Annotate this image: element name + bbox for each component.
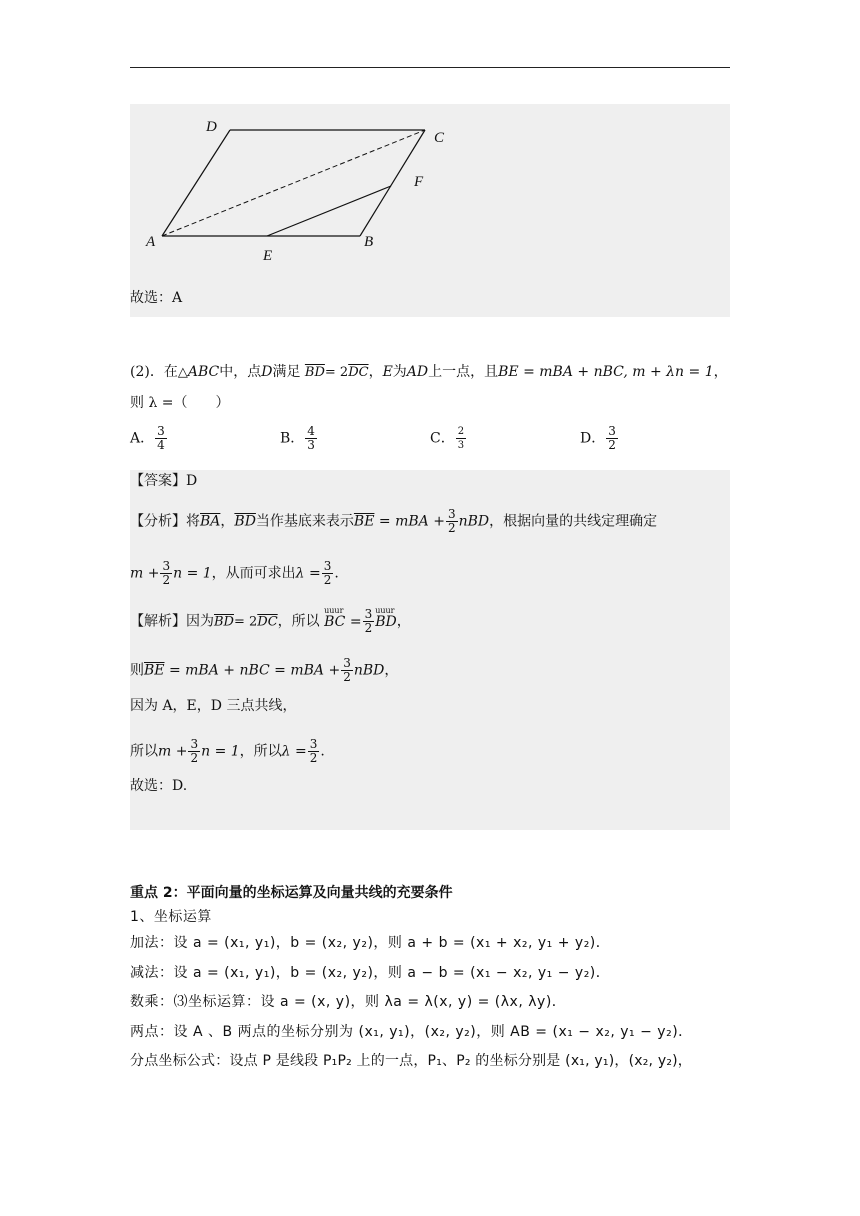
label-B: B: [364, 234, 374, 250]
segment-EF: [267, 186, 391, 236]
q2-solution-line1: 【解析】因为$\overline{BD}= 2\overline{DC}$，所以 uuur BC = $\frac{3}{2}$ uuur BD，: [130, 605, 411, 635]
q2-final: 故选：D.: [130, 778, 188, 794]
label-F: F: [414, 174, 424, 190]
label-A: A: [146, 234, 156, 250]
formula-subtract: 减法：设 a = (x₁, y₁)，b = (x₂, y₂)，则 a − b = (x₁ − x₂, y₁ − y₂)．: [130, 965, 611, 981]
label-E: E: [263, 248, 273, 264]
formula-scalar: 数乘：⑶坐标运算：设 a = (x, y)，则 λa = λ(x, y) = (λx, λy)．: [130, 994, 567, 1010]
diagonal-AC: [162, 130, 425, 236]
q2-solution-line4: 所以m + $\frac{3}{2}$ n = 1，所以λ = $\frac{3}{2}$ .: [130, 737, 325, 765]
q2-stem-line2: 则 λ =（ ）: [130, 395, 230, 411]
edge-AD: [162, 130, 230, 236]
q1-answer: 故选：A: [130, 290, 183, 306]
q2-solution-line2: 则$\overline{BE}$ = mBA + nBC = mBA + $\frac{3}{2}$ nBD，: [130, 656, 399, 684]
section2-sub1: 1、坐标运算: [130, 909, 212, 925]
section2-heading: 重点 2：平面向量的坐标运算及向量共线的充要条件: [130, 885, 453, 901]
label-C: C: [434, 130, 445, 146]
formula-two-points: 两点：设 A 、B 两点的坐标分别为 (x₁, y₁)，(x₂, y₂)，则 AB = (x₁ − x₂, y₁ − y₂)．: [130, 1024, 693, 1040]
option-a: A． $\frac{3}{4}$: [130, 424, 165, 452]
parallelogram-figure: [130, 104, 730, 274]
q2-analysis-line1: 【分析】将$\overline{BA}$，$\overline{BD}$当作基底来表示$\overline{BE}$ = mBA + $\frac{3}{2}$ nBD，根据向量的共线定理确定: [130, 507, 658, 535]
header-rule: [130, 67, 730, 68]
formula-division: 分点坐标公式：设点 P 是线段 P₁P₂ 上的一点，P₁、P₂ 的坐标分别是 (x₁, y₁)，(x₂, y₂)，: [130, 1053, 692, 1069]
q2-stem-line1: (2)．在△ABC中，点D满足 $\overline{BD}= 2\overline{DC}$，E为AD上一点，且BE = mBA + nBC, m + λn = 1，: [130, 364, 728, 380]
q2-analysis-line2: m + $\frac{3}{2}$ n = 1，从而可求出λ = $\frac{3}{2}$ .: [130, 559, 339, 587]
formula-add: 加法：设 a = (x₁, y₁)，b = (x₂, y₂)，则 a + b = (x₁ + x₂, y₁ + y₂)．: [130, 935, 611, 951]
option-d: D． $\frac{3}{2}$: [580, 424, 616, 452]
option-c: C． $\frac{2}{3}$: [430, 426, 465, 451]
q2-solution-line3: 因为 A，E，D 三点共线，: [130, 698, 297, 714]
label-D: D: [206, 119, 217, 135]
option-b: B． $\frac{4}{3}$: [280, 424, 315, 452]
q2-answer: 【答案】D: [130, 473, 198, 489]
